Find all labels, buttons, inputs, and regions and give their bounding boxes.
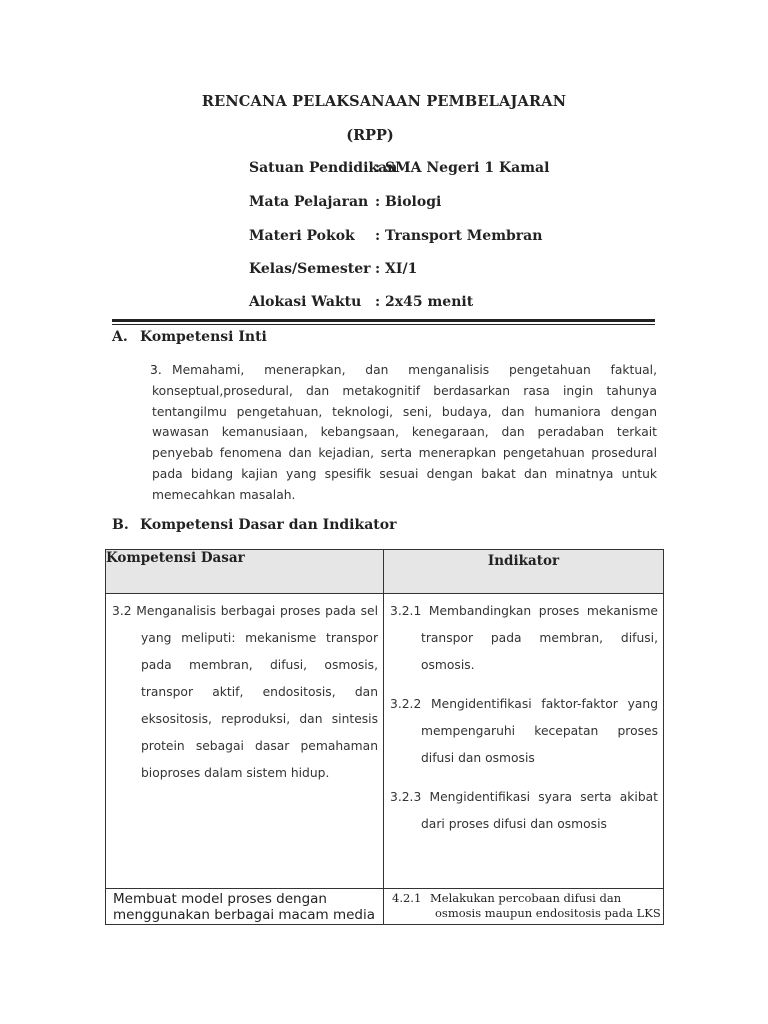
meta-value: : 2x45 menit xyxy=(375,294,474,310)
kd-cell: Membuat model proses dengan menggunakan berbagai macam media xyxy=(106,889,384,925)
kd-indikator-table xyxy=(105,549,664,925)
table-header-row xyxy=(106,550,664,594)
meta-value: : Transport Membran xyxy=(375,228,543,244)
document-title: RENCANA PELAKSANAAN PEMBELAJARAN xyxy=(201,93,567,110)
meta-row-materi-pokok xyxy=(249,228,542,244)
meta-row-satuan-pendidikan xyxy=(249,160,549,176)
header-indikator: Indikator xyxy=(384,550,664,594)
indicator-line-2: osmosis maupun endositosis pada LKS xyxy=(435,906,661,920)
table-row xyxy=(106,594,664,889)
section-title: Kompetensi Dasar dan Indikator xyxy=(140,517,397,533)
ki-item-number: 3. xyxy=(150,363,162,377)
meta-value: : XI/1 xyxy=(375,261,418,277)
indikator-cell xyxy=(384,889,664,925)
section-letter: B. xyxy=(112,517,129,533)
meta-label: Materi Pokok xyxy=(249,228,355,244)
indicator-item: 3.2.3 Mengidentifikasi syara serta akibat dari proses difusi dan osmosis xyxy=(390,790,658,831)
header-divider-thick xyxy=(112,319,655,322)
indicator-item: 3.2.2 Mengidentifikasi faktor-faktor yang mempengaruhi kecepatan proses difusi dan osmosis xyxy=(390,697,658,765)
meta-label: Mata Pelajaran xyxy=(249,194,369,210)
meta-row-alokasi-waktu xyxy=(249,294,473,310)
meta-row-kelas-semester xyxy=(249,261,417,277)
meta-value: : Biologi xyxy=(375,194,442,210)
section-a-heading xyxy=(112,329,267,345)
meta-label: Kelas/Semester xyxy=(249,261,371,277)
section-b-heading xyxy=(112,517,396,533)
indikator-cell xyxy=(384,594,664,889)
indicator-item: 3.2.1 Membandingkan proses mekanisme transpor pada membran, difusi, osmosis. xyxy=(390,604,658,672)
header-divider-thin xyxy=(112,324,655,325)
document-subtitle: (RPP) xyxy=(346,127,394,144)
meta-label: Alokasi Waktu xyxy=(249,294,362,310)
header-kompetensi-dasar: Kompetensi Dasar xyxy=(106,550,384,594)
meta-label: Satuan Pendidikan xyxy=(249,160,398,176)
ki-item-text: Memahami, menerapkan, dan menganalisis pengetahuan faktual, konseptual,prosedural, dan metakognitif berdasarkan rasa ingin tahunya tentangilmu pengetahuan, teknologi, seni, budaya, dan humaniora dengan wawasan kemanusiaan, kebangsaan, kenegaraan, dan peradaban terkait penyebab fenomena dan kejadian, serta menerapkan pengetahuan prosedural pada bidang kajian yang spesifik sesuai dengan bakat dan minatnya untuk memecahkan masalah. xyxy=(152,363,657,502)
indicator-number: 4.2.1 xyxy=(392,891,422,905)
table-row xyxy=(106,889,664,925)
meta-value: : SMA Negeri 1 Kamal xyxy=(375,160,550,176)
meta-row-mata-pelajaran xyxy=(249,194,441,210)
indicator-line-1: Melakukan percobaan difusi dan xyxy=(430,891,622,905)
kd-text: 3.2 Menganalisis berbagai proses pada sel yang meliputi: mekanisme transpor pada membran, difusi, osmosis, transpor aktif, endositosis, dan eksositosis, reproduksi, dan sintesis protein sebagai dasar pemahaman bioproses dalam sistem hidup. xyxy=(112,604,378,780)
section-title: Kompetensi Inti xyxy=(140,329,267,345)
section-letter: A. xyxy=(112,329,128,345)
kd-cell xyxy=(106,594,384,889)
